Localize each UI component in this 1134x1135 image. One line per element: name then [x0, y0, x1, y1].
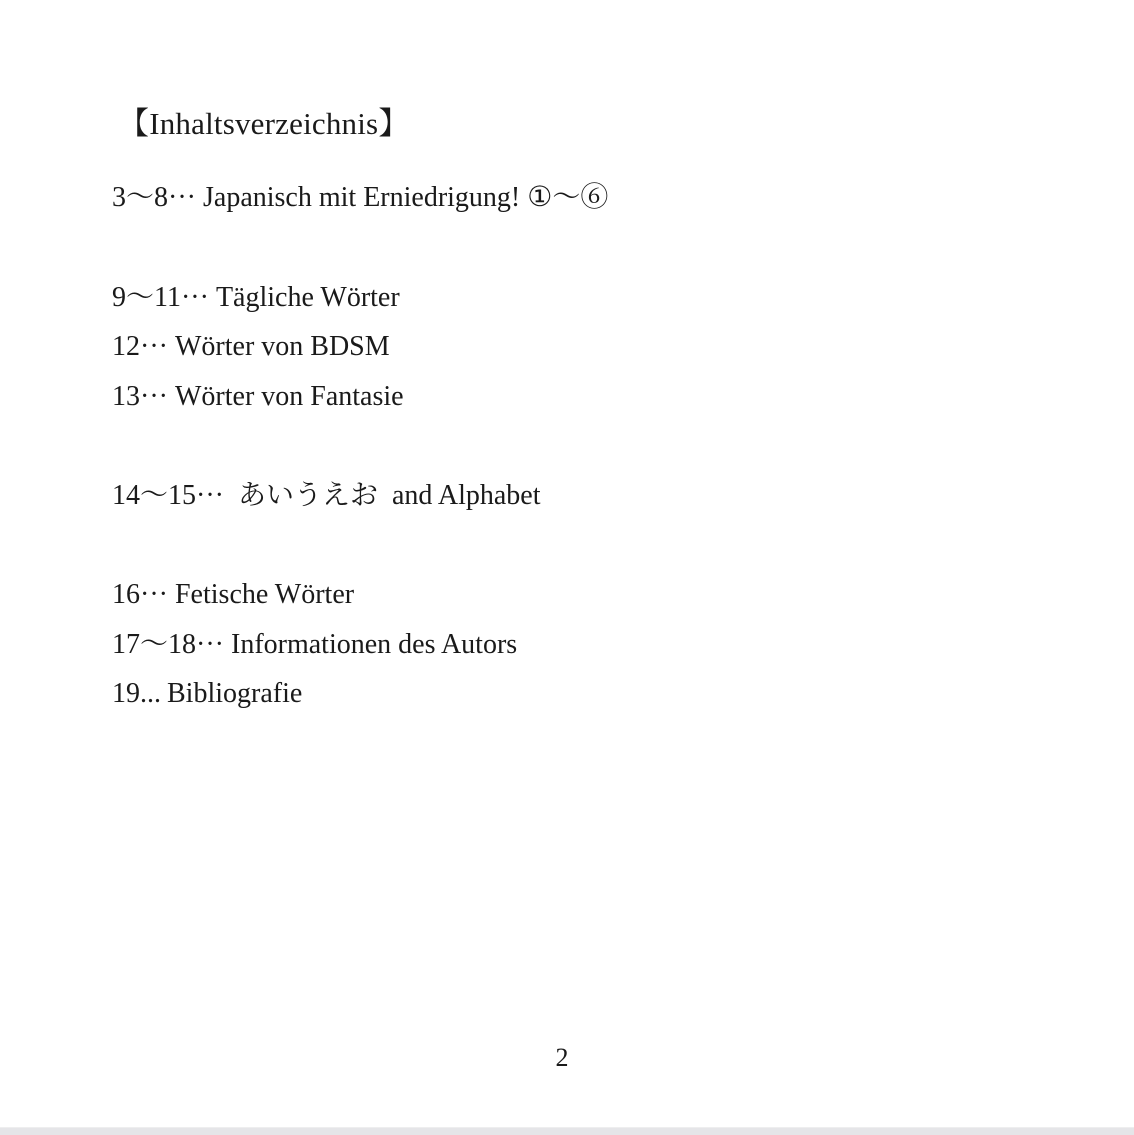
toc-entry-pages: 13 — [112, 381, 140, 412]
toc-entry-label: Wörter von Fantasie — [174, 381, 404, 412]
toc-entry-separator: ··· — [180, 282, 209, 313]
toc-entry-pages: 16 — [112, 579, 140, 610]
toc-entry-separator: ··· — [140, 381, 168, 412]
toc-entry-separator: ··· — [140, 331, 168, 362]
toc-entry-label: Tägliche Wörter — [215, 282, 400, 313]
toc-entry-label: Wörter von BDSM — [174, 331, 390, 362]
toc-entry-fetische-woerter — [112, 575, 354, 615]
toc-entry-pages: 14〜15 — [112, 480, 197, 511]
toc-entry-alphabet — [112, 476, 541, 516]
toc-entry-pages: 12 — [112, 331, 140, 362]
toc-entry-pages: 9〜11 — [112, 282, 181, 313]
toc-entry-label: あいうえお and Alphabet — [231, 480, 541, 511]
toc-entry-separator: ... — [140, 678, 161, 709]
toc-entry-pages: 19 — [112, 678, 140, 709]
toc-entry-label: Fetische Wörter — [174, 579, 355, 610]
toc-entry-separator: ··· — [168, 182, 196, 213]
toc-entry-label: Japanisch mit Erniedrigung! ①〜⑥ — [203, 182, 609, 213]
toc-title: 【Inhaltsverzeichnis】 — [118, 106, 410, 141]
toc-entry-label: Bibliografie — [167, 678, 303, 709]
toc-entry-label: Informationen des Autors — [231, 629, 518, 660]
toc-entry-separator: ··· — [196, 480, 224, 511]
toc-entry-autor — [112, 625, 517, 665]
toc-entry-taegliche-woerter — [112, 278, 400, 318]
toc-entry-pages: 3〜8 — [112, 182, 169, 213]
toc-entry-erniedrigung — [112, 178, 608, 218]
toc-entry-bdsm — [112, 327, 390, 367]
toc-entry-separator: ··· — [196, 629, 224, 660]
page-number: 2 — [555, 1043, 569, 1072]
toc-entry-fantasie — [112, 377, 404, 417]
toc-entry-pages: 17〜18 — [112, 629, 197, 660]
toc-entry-separator: ··· — [140, 579, 168, 610]
toc-entry-bibliografie — [112, 674, 302, 714]
